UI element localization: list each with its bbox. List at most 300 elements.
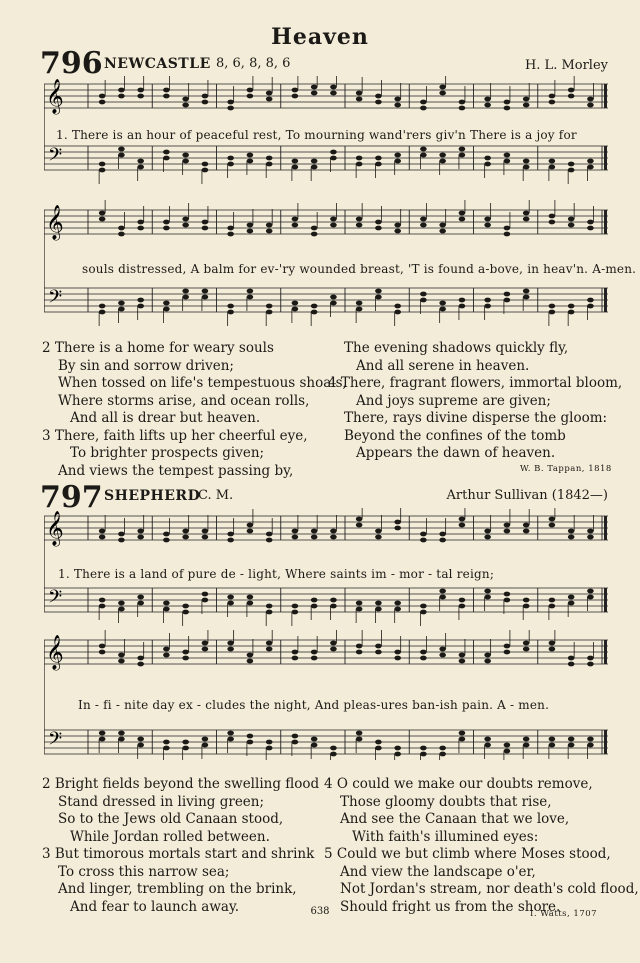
note-head [587, 298, 594, 303]
note-head [247, 595, 254, 600]
bass-clef-icon: 𝄢 [48, 587, 63, 612]
note-head [568, 94, 575, 99]
verse-line: Should fright us from the shore. [340, 898, 561, 915]
treble-clef-icon: 𝄞 [46, 635, 64, 670]
note-head [587, 97, 594, 102]
note-head [504, 292, 511, 297]
note-head [439, 159, 446, 164]
note-head [420, 656, 427, 661]
note-head [118, 731, 125, 736]
note-head [420, 298, 427, 303]
verse-line: And view the landscape o'er, [340, 863, 536, 880]
note-head [568, 656, 575, 661]
note-head [330, 85, 337, 90]
note-head [375, 295, 382, 300]
note-head [356, 517, 363, 522]
note-head [439, 91, 446, 96]
verse-line: 5 Could we but climb where Moses stood, [324, 846, 611, 862]
note-head [137, 298, 144, 303]
verse-line: And linger, trembling on the brink, [58, 881, 297, 897]
note-head [459, 147, 466, 152]
note-head [568, 217, 575, 222]
note-head [394, 520, 401, 525]
note-head [504, 644, 511, 649]
note-head [356, 601, 363, 606]
note-head [587, 165, 594, 170]
note-head [182, 529, 189, 534]
note-head [137, 535, 144, 540]
note-head [247, 159, 254, 164]
note-head [202, 598, 209, 603]
note-head [356, 650, 363, 655]
note-head [292, 650, 299, 655]
final-barline [604, 210, 607, 234]
note-head [99, 162, 106, 167]
note-head [549, 94, 556, 99]
note-head [118, 659, 125, 664]
note-head [118, 301, 125, 306]
note-head [523, 604, 530, 609]
note-head [330, 156, 337, 161]
composer: Arthur Sullivan (1842—) [446, 488, 608, 503]
note-head [568, 162, 575, 167]
note-head [568, 743, 575, 748]
note-head [439, 532, 446, 537]
note-head [292, 656, 299, 661]
note-head [163, 226, 170, 231]
note-head [202, 529, 209, 534]
note-head [356, 523, 363, 528]
note-head [356, 156, 363, 161]
note-head [182, 295, 189, 300]
note-head [247, 523, 254, 528]
note-head [227, 232, 234, 237]
note-head [459, 217, 466, 222]
note-head [266, 647, 273, 652]
verse-line: Appears the dawn of heaven. [356, 445, 556, 461]
note-head [330, 604, 337, 609]
note-head [330, 529, 337, 534]
note-head [247, 659, 254, 664]
note-head [99, 644, 106, 649]
note-head [266, 162, 273, 167]
note-head [420, 538, 427, 543]
note-head [247, 740, 254, 745]
note-head [568, 662, 575, 667]
note-head [439, 538, 446, 543]
note-head [227, 226, 234, 231]
note-head [459, 100, 466, 105]
note-head [568, 304, 575, 309]
note-head [459, 731, 466, 736]
note-head [227, 106, 234, 111]
note-head [118, 653, 125, 658]
note-head [459, 659, 466, 664]
note-head [587, 535, 594, 540]
note-head [420, 746, 427, 751]
note-head [137, 737, 144, 742]
note-head [311, 310, 318, 315]
note-head [549, 523, 556, 528]
bass-clef-icon: 𝄢 [48, 145, 63, 170]
note-head [439, 647, 446, 652]
note-head [549, 165, 556, 170]
note-head [459, 304, 466, 309]
final-barline [604, 516, 607, 540]
verses-left [42, 340, 347, 480]
note-head [137, 88, 144, 93]
note-head [484, 156, 491, 161]
note-head [356, 223, 363, 228]
note-head [202, 641, 209, 646]
treble-clef-icon: 𝄞 [46, 79, 64, 114]
note-head [182, 740, 189, 745]
verse-line: And fear to launch away. [70, 898, 240, 915]
note-head [439, 595, 446, 600]
note-head [587, 589, 594, 594]
note-head [163, 150, 170, 155]
note-head [375, 226, 382, 231]
note-head [311, 598, 318, 603]
note-head [118, 538, 125, 543]
bass-clef-icon: 𝄢 [48, 729, 63, 754]
verse-line: By sin and sorrow driven; [58, 357, 234, 374]
note-head [420, 147, 427, 152]
note-head [504, 592, 511, 597]
verse-line: With faith's illumined eyes: [352, 828, 539, 845]
note-head [356, 91, 363, 96]
note-head [163, 94, 170, 99]
note-head [182, 535, 189, 540]
note-head [484, 217, 491, 222]
note-head [568, 529, 575, 534]
note-head [137, 304, 144, 309]
note-head [202, 100, 209, 105]
note-head [523, 103, 530, 108]
note-head [266, 156, 273, 161]
tune-name: SHEPHERD [104, 488, 201, 504]
note-head [504, 226, 511, 231]
note-head [356, 97, 363, 102]
note-head [227, 156, 234, 161]
note-head [311, 159, 318, 164]
note-head [375, 601, 382, 606]
note-head [227, 100, 234, 105]
note-head [247, 601, 254, 606]
final-barline [604, 640, 607, 664]
note-head [227, 731, 234, 736]
note-head [394, 97, 401, 102]
note-head [311, 165, 318, 170]
note-head [202, 162, 209, 167]
verse-line: Stand dressed in living green; [58, 793, 265, 810]
hymn-number: 796 [40, 46, 103, 81]
note-head [266, 304, 273, 309]
note-head [99, 310, 106, 315]
note-head [182, 656, 189, 661]
verse-line: 2 Bright fields beyond the swelling flood [42, 776, 320, 792]
note-head [439, 223, 446, 228]
note-head [420, 100, 427, 105]
treble-clef-icon: 𝄞 [46, 511, 64, 546]
note-head [311, 535, 318, 540]
note-head [202, 295, 209, 300]
note-head [523, 295, 530, 300]
note-head [137, 226, 144, 231]
verse-line: There, rays divine disperse the gloom: [344, 410, 608, 426]
note-head [99, 731, 106, 736]
note-head [227, 532, 234, 537]
final-barline [604, 146, 607, 170]
note-head [375, 162, 382, 167]
verse-line: Beyond the confines of the tomb [344, 427, 566, 444]
note-head [99, 737, 106, 742]
tune-name: NEWCASTLE [104, 56, 211, 72]
lyric-line: 1. There is a land of pure de - light, Where saints im - mor - tal reign; [58, 567, 495, 581]
note-head [394, 752, 401, 757]
note-head [504, 232, 511, 237]
note-head [202, 94, 209, 99]
note-head [394, 601, 401, 606]
note-head [137, 601, 144, 606]
author-credit: I. Watts, 1707 [530, 909, 598, 919]
note-head [227, 162, 234, 167]
note-head [394, 153, 401, 158]
note-head [227, 647, 234, 652]
note-head [266, 746, 273, 751]
note-head [439, 307, 446, 312]
note-head [504, 749, 511, 754]
note-head [439, 589, 446, 594]
note-head [394, 526, 401, 531]
note-head [247, 734, 254, 739]
note-head [266, 740, 273, 745]
note-head [549, 737, 556, 742]
note-head [375, 289, 382, 294]
note-head [394, 229, 401, 234]
note-head [459, 604, 466, 609]
note-head [523, 641, 530, 646]
note-head [292, 610, 299, 615]
note-head [266, 610, 273, 615]
note-head [549, 214, 556, 219]
verse-line: 3 But timorous mortals start and shrink [42, 846, 315, 862]
note-head [459, 653, 466, 658]
final-barline [604, 588, 607, 612]
note-head [587, 737, 594, 742]
note-head [394, 607, 401, 612]
note-head [163, 88, 170, 93]
note-head [137, 220, 144, 225]
author-credit: W. B. Tappan, 1818 [520, 464, 612, 474]
note-head [375, 94, 382, 99]
note-head [484, 589, 491, 594]
note-head [375, 156, 382, 161]
note-head [99, 94, 106, 99]
note-head [163, 532, 170, 537]
verse-line: And views the tempest passing by, [58, 462, 294, 479]
verse-line: Not Jordan's stream, nor death's cold flood, [340, 881, 639, 897]
note-head [266, 532, 273, 537]
note-head [292, 217, 299, 222]
note-head [163, 601, 170, 606]
note-head [99, 598, 106, 603]
note-head [163, 653, 170, 658]
note-head [375, 644, 382, 649]
note-head [459, 153, 466, 158]
note-head [549, 304, 556, 309]
verse-line: When tossed on life's tempestuous shoals, [58, 375, 347, 391]
note-head [99, 650, 106, 655]
note-head [587, 159, 594, 164]
note-head [394, 223, 401, 228]
note-head [163, 740, 170, 745]
note-head [266, 229, 273, 234]
note-head [311, 737, 318, 742]
note-head [182, 153, 189, 158]
note-head [568, 223, 575, 228]
page-title: Heaven [271, 24, 369, 50]
note-head [394, 159, 401, 164]
note-head [484, 103, 491, 108]
verse-line: And all serene in heaven. [356, 357, 530, 374]
note-head [439, 85, 446, 90]
note-head [227, 595, 234, 600]
note-head [375, 746, 382, 751]
note-head [568, 168, 575, 173]
note-head [420, 650, 427, 655]
note-head [523, 529, 530, 534]
note-head [99, 604, 106, 609]
note-head [394, 103, 401, 108]
note-head [330, 647, 337, 652]
note-head [163, 307, 170, 312]
note-head [504, 106, 511, 111]
note-head [163, 538, 170, 543]
note-head [504, 159, 511, 164]
note-head [568, 595, 575, 600]
note-head [118, 737, 125, 742]
note-head [266, 223, 273, 228]
note-head [356, 162, 363, 167]
note-head [292, 535, 299, 540]
note-head [118, 601, 125, 606]
note-head [549, 743, 556, 748]
note-head [549, 220, 556, 225]
note-head [311, 529, 318, 534]
note-head [459, 298, 466, 303]
note-head [484, 737, 491, 742]
note-head [523, 97, 530, 102]
note-head [137, 662, 144, 667]
note-head [504, 743, 511, 748]
note-head [568, 310, 575, 315]
note-head [330, 150, 337, 155]
note-head [484, 595, 491, 600]
note-head [118, 88, 125, 93]
note-head [420, 106, 427, 111]
note-head [311, 232, 318, 237]
note-head [439, 752, 446, 757]
note-head [394, 650, 401, 655]
verse-line: While Jordan rolled between. [70, 828, 270, 845]
meter: C. M. [198, 488, 234, 503]
note-head [182, 289, 189, 294]
note-head [439, 153, 446, 158]
note-head [484, 743, 491, 748]
note-head [484, 304, 491, 309]
note-head [484, 223, 491, 228]
note-head [330, 301, 337, 306]
note-head [568, 535, 575, 540]
note-head [356, 644, 363, 649]
note-head [420, 153, 427, 158]
note-head [137, 159, 144, 164]
note-head [202, 592, 209, 597]
note-head [99, 535, 106, 540]
verses-right [324, 776, 639, 916]
note-head [420, 292, 427, 297]
note-head [266, 641, 273, 646]
verse-line: Where storms arise, and ocean rolls, [58, 392, 310, 409]
note-head [356, 301, 363, 306]
note-head [523, 737, 530, 742]
note-head [118, 226, 125, 231]
note-head [459, 517, 466, 522]
final-barline [604, 84, 607, 108]
note-head [523, 647, 530, 652]
note-head [504, 153, 511, 158]
final-barline [604, 730, 607, 754]
verse-line: To brighter prospects given; [70, 445, 265, 461]
note-head [375, 535, 382, 540]
note-head [292, 94, 299, 99]
note-head [356, 607, 363, 612]
note-head [587, 220, 594, 225]
verse-line: 4 There, fragrant flowers, immortal bloom, [328, 375, 623, 391]
note-head [99, 304, 106, 309]
note-head [311, 743, 318, 748]
note-head [227, 601, 234, 606]
note-head [459, 598, 466, 603]
note-head [202, 743, 209, 748]
verse-line: Those gloomy doubts that rise, [340, 793, 552, 810]
note-head [330, 752, 337, 757]
note-head [163, 156, 170, 161]
note-head [292, 307, 299, 312]
note-head [549, 647, 556, 652]
note-head [118, 532, 125, 537]
note-head [99, 211, 106, 216]
note-head [292, 223, 299, 228]
note-head [420, 223, 427, 228]
verse-line: 2 There is a home for weary souls [42, 340, 274, 356]
note-head [163, 607, 170, 612]
note-head [266, 604, 273, 609]
note-head [504, 523, 511, 528]
note-head [375, 529, 382, 534]
note-head [356, 217, 363, 222]
note-head [311, 91, 318, 96]
note-head [549, 598, 556, 603]
note-head [247, 295, 254, 300]
note-head [375, 607, 382, 612]
note-head [182, 610, 189, 615]
note-head [420, 610, 427, 615]
note-head [227, 304, 234, 309]
verse-line: And joys supreme are given; [356, 392, 551, 409]
note-head [504, 298, 511, 303]
